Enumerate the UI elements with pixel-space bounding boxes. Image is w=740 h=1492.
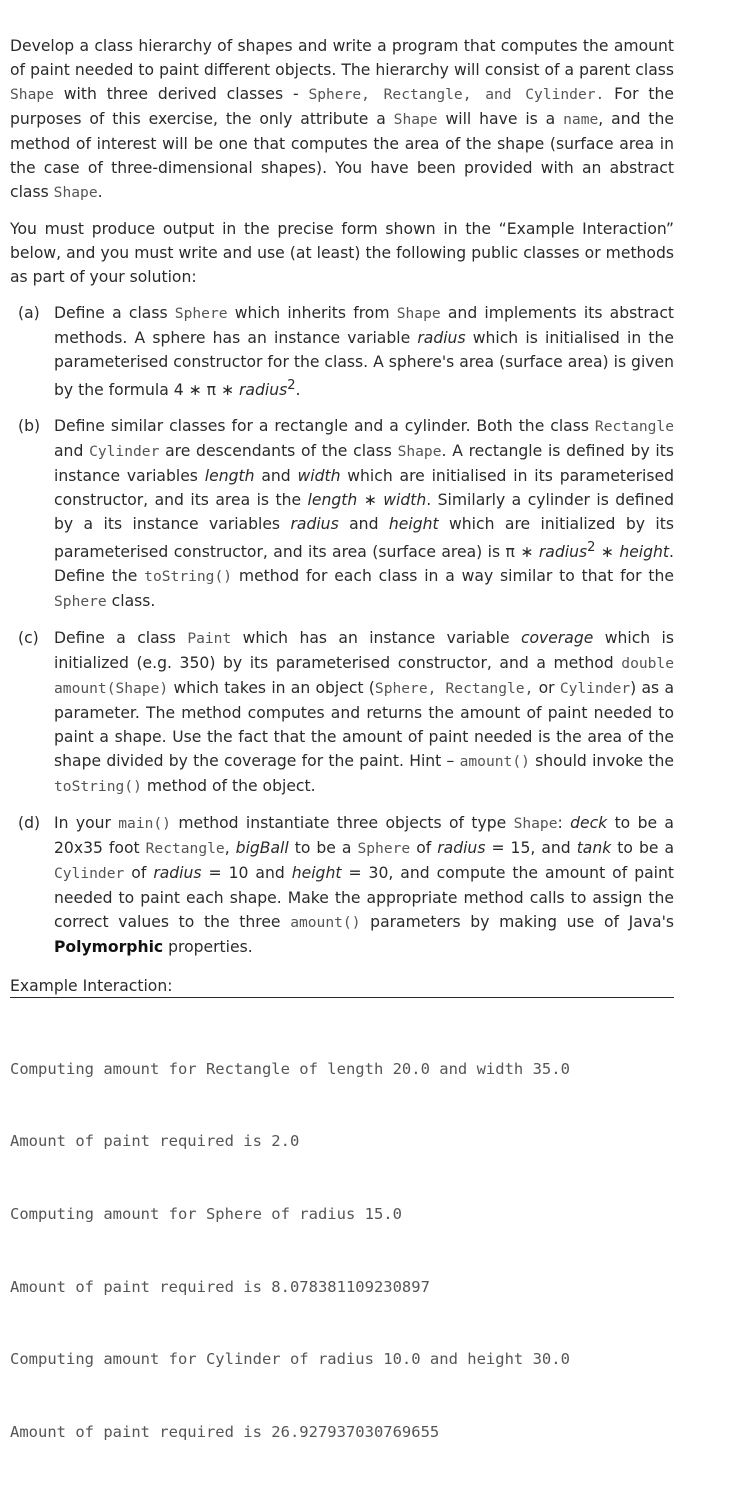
task-list	[10, 301, 674, 959]
output-line: Amount of paint required is 2.0	[10, 1132, 300, 1151]
task-item-d: (d) In your main() method instantiate three objects of type Shape: deck to be a 20x35 foot Rectangle, bigBall to be a Sphere of radius = 15, and tank to be a Cylinder of radius = 10 and height = 30, and compute the amount of paint needed to paint each shape. Make the appropriate method calls to assign the correct values to the three amount() parameters by making use of Java's Polymorphic properties.	[10, 811, 674, 959]
output-line: Computing amount for Cylinder of radius 10.0 and height 30.0	[10, 1350, 570, 1369]
task-item-a: (a) Define a class Sphere which inherits from Shape and implements its abstract methods. A sphere has an instance variable radius which is initialised in the parameterised constructor for the class. A sphere's area (surface area) is given by the formula 4 ∗ π ∗ radius$^2$.	[10, 301, 674, 402]
output-line: Computing amount for Rectangle of length 20.0 and width 35.0	[10, 1059, 570, 1078]
task-item-b: (b) Define similar classes for a rectangle and a cylinder. Both the class Rectangle and Cylinder are descendants of the class Shape. A rectangle is defined by its instance variables length and width which are initialised in its parameterised constructor, and its area is the length ∗ width. Similarly a cylinder is defined by a its instance variables radius and height which are initialized by its parameterised constructor, and its area (surface area) is π ∗ radius$^2$ ∗ height. Define the toString() method for each class in a way similar to that for the Sphere class.	[10, 414, 674, 614]
output-line: Computing amount for Sphere of radius 15.0	[10, 1204, 402, 1223]
example-output	[10, 1008, 740, 1492]
task-label: (a)	[18, 304, 40, 322]
requirements-paragraph: You must produce output in the precise form shown in the “Example Interaction” below, and you must write and use (at least) the following public classes or methods as part of your solution:	[10, 220, 674, 286]
task-item-c: (c) Define a class Paint which has an instance variable coverage which is initialized (e.g. 350) by its parameterised constructor, and a method double amount(Shape) which takes in an object (Sphere, Rectangle, or Cylinder) as a parameter. The method computes and returns the amount of paint needed to paint a shape. Use the fact that the amount of paint needed is the area of the shape divided by the coverage for the paint. Hint – amount() should invoke the toString() method of the object.	[10, 626, 674, 799]
task-label: (d)	[18, 814, 41, 833]
output-line: Amount of paint required is 8.078381109230897	[10, 1277, 430, 1296]
task-label: (c)	[18, 629, 39, 648]
intro-paragraph: Develop a class hierarchy of shapes and write a program that computes the amount of paint needed to paint different objects. The hierarchy will consist of a parent class Shape with three derived classes - Sphere, Rectangle, and Cylinder. For the purposes of this exercise, the only attribute a Shape will have is a name, and the method of interest will be one that computes the area of the shape (surface area in the case of three-dimensional shapes). You have been provided with an abstract class Shape.	[10, 37, 675, 201]
example-heading: Example Interaction:	[10, 975, 172, 998]
task-label: (b)	[18, 417, 41, 436]
output-line: Amount of paint required is 26.927937030769655	[10, 1422, 440, 1441]
